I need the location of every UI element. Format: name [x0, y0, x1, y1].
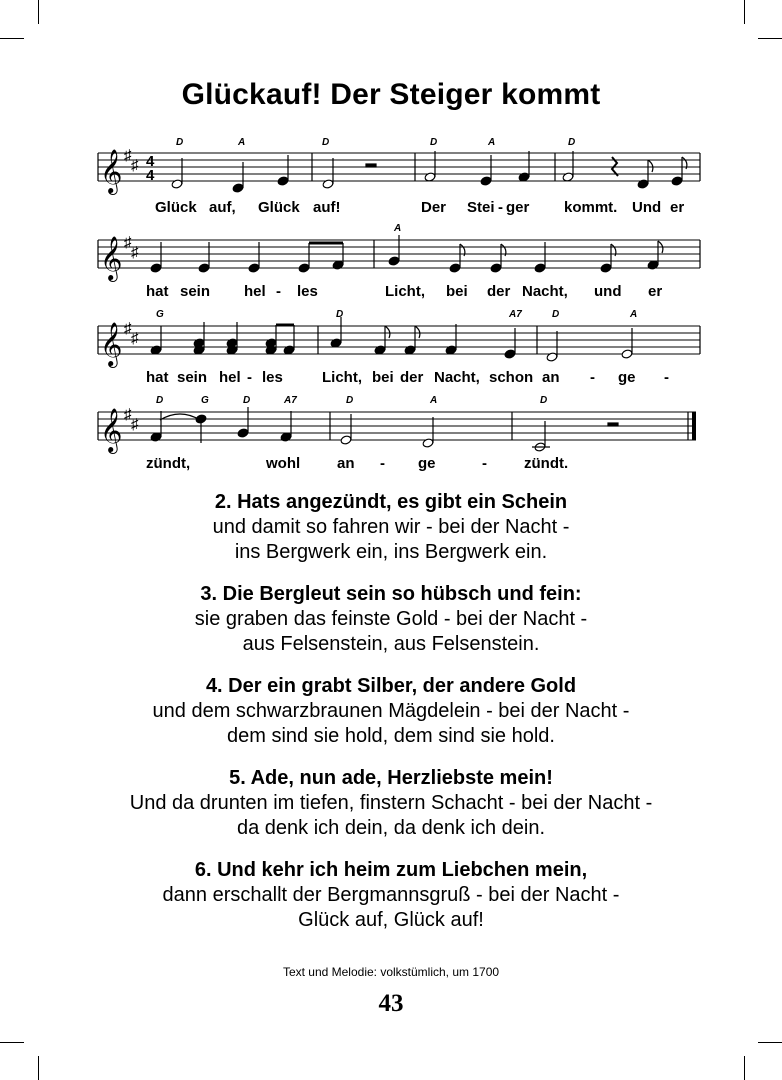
quarter-note	[534, 263, 546, 273]
chord-symbol: D	[552, 309, 560, 320]
chord-symbol: A	[394, 223, 402, 234]
crop-mark-top-left	[38, 0, 39, 24]
lyric-syllable: bei	[372, 369, 394, 386]
chord-symbol: D	[322, 137, 330, 148]
crop-mark-bottom-left-h	[0, 1042, 24, 1043]
lyric-syllable: an	[542, 369, 560, 386]
eighth-note	[600, 263, 612, 273]
chord-symbol: D	[430, 137, 438, 148]
lyric-syllable: zündt,	[146, 455, 191, 472]
quarter-note	[388, 256, 400, 266]
lyric-hyphen: -	[664, 369, 669, 386]
crop-mark-top-right	[744, 0, 745, 24]
chord-symbol: D	[156, 395, 164, 406]
lyric-syllable: und	[594, 283, 622, 300]
lyric-syllable: schon	[489, 369, 534, 386]
verse-line: Glück auf, Glück auf!	[298, 909, 484, 931]
lyric-syllable: Licht,	[385, 283, 425, 300]
lyric-syllable: Nacht,	[434, 369, 480, 386]
half-rest	[608, 423, 618, 426]
verse-line: da denk ich dein, da denk ich dein.	[237, 817, 545, 839]
chord-symbol: A	[430, 395, 438, 406]
quarter-note	[232, 183, 244, 193]
music-system-1	[0, 130, 782, 220]
verse-4	[0, 674, 782, 749]
eighth-note	[298, 263, 310, 273]
lyric-syllable: hat	[146, 283, 169, 300]
lyric-syllable: sein	[180, 283, 211, 300]
quarter-note	[150, 263, 162, 273]
music-system-4	[0, 390, 782, 475]
crop-mark-bottom-right-h	[758, 1042, 782, 1043]
lyric-syllable: Licht,	[322, 369, 362, 386]
eighth-note	[490, 263, 502, 273]
music-system-2	[0, 220, 782, 305]
key-sharp: ♯	[124, 147, 132, 164]
lyric-hyphen: -	[247, 369, 252, 386]
lyric-syllable: Der	[421, 199, 447, 216]
lyric-hyphen: -	[482, 455, 487, 472]
key-sharp: ♯	[131, 416, 139, 433]
half-note	[422, 438, 434, 448]
key-sharp: ♯	[131, 244, 139, 261]
chord-symbol: A	[238, 137, 246, 148]
time-signature-bottom: 4	[146, 167, 155, 184]
key-sharp: ♯	[131, 157, 139, 174]
chord-symbol: D	[336, 309, 344, 320]
crop-mark-bottom-left	[38, 1056, 39, 1080]
verse-line: dann erschallt der Bergmannsgruß - bei der Nacht -	[162, 884, 620, 906]
key-sharp: ♯	[124, 320, 132, 337]
half-note	[546, 352, 558, 362]
time-signature-top: 4	[146, 153, 155, 170]
lyric-syllable: hel	[244, 283, 266, 300]
lyric-syllable: wohl	[266, 455, 301, 472]
treble-clef: 𝄞	[100, 324, 123, 366]
quarter-note	[237, 428, 249, 438]
chord-symbol: G	[201, 395, 209, 406]
treble-clef: 𝄞	[100, 238, 123, 280]
lyric-hyphen: -	[590, 369, 595, 386]
half-rest	[366, 164, 376, 167]
lyric-syllable: er	[670, 199, 685, 216]
chord-symbol: G	[156, 309, 164, 320]
verse-line: 5. Ade, nun ade, Herzliebste mein!	[229, 767, 553, 789]
lyric-syllable: der	[487, 283, 511, 300]
verse-line: 6. Und kehr ich heim zum Liebchen mein,	[194, 859, 588, 881]
eighth-note	[449, 263, 461, 273]
lyric-syllable: hat	[146, 369, 169, 386]
lyric-syllable: er	[648, 283, 663, 300]
chord-symbol: D	[346, 395, 354, 406]
lyric-syllable: hel	[219, 369, 241, 386]
verse-line: dem sind sie hold, dem sind sie hold.	[227, 725, 555, 747]
treble-clef: 𝄞	[100, 410, 123, 452]
lyric-syllable: les	[297, 283, 318, 300]
verse-line: 2. Hats angezündt, es gibt ein Schein	[214, 491, 568, 513]
key-sharp: ♯	[131, 330, 139, 347]
lyric-syllable: bei	[446, 283, 468, 300]
half-note	[322, 179, 334, 189]
lyric-hyphen: -	[276, 283, 281, 300]
chord-symbol: D	[243, 395, 251, 406]
lyric-syllable: ge	[618, 369, 636, 386]
page-number: 43	[378, 990, 404, 1017]
half-note	[621, 349, 633, 359]
verse-line: aus Felsenstein, aus Felsenstein.	[242, 633, 540, 655]
verse-line: Und da drunten im tiefen, finstern Schacht - bei der Nacht -	[129, 792, 653, 814]
song-title: Glückauf! Der Steiger kommt	[181, 78, 601, 111]
chord-symbol: A	[630, 309, 638, 320]
lyric-syllable: auf!	[313, 199, 341, 216]
verse-2	[0, 490, 782, 565]
eighth-note	[637, 179, 649, 189]
lyric-syllable: kommt.	[564, 199, 618, 216]
chord-symbol: A7	[509, 309, 522, 320]
verse-6	[0, 858, 782, 933]
verse-line: ins Bergwerk ein, ins Bergwerk ein.	[234, 541, 548, 563]
verse-3	[0, 582, 782, 657]
half-note	[171, 179, 183, 189]
quarter-note	[504, 349, 516, 359]
lyric-syllable: les	[262, 369, 283, 386]
quarter-note	[198, 263, 210, 273]
lyric-hyphen: -	[380, 455, 385, 472]
verses-block	[0, 490, 782, 950]
lyric-hyphen: -	[498, 199, 503, 216]
verse-line: 3. Die Bergleut sein so hübsch und fein:	[200, 583, 582, 605]
quarter-note	[248, 263, 260, 273]
lyric-syllable: Stei	[467, 199, 495, 216]
lyric-syllable: an	[337, 455, 355, 472]
verse-line: und damit so fahren wir - bei der Nacht -	[212, 516, 570, 538]
lyric-syllable: Nacht,	[522, 283, 568, 300]
key-sharp: ♯	[124, 234, 132, 251]
chord-symbol: D	[176, 137, 184, 148]
lyric-syllable: sein	[177, 369, 208, 386]
lyric-syllable: Und	[632, 199, 662, 216]
lyric-syllable: ge	[418, 455, 436, 472]
chord-symbol: D	[568, 137, 576, 148]
crop-mark-top-right-h	[758, 38, 782, 39]
quarter-note	[480, 176, 492, 186]
chord-symbol: A	[488, 137, 496, 148]
eighth-note	[671, 176, 683, 186]
lyric-syllable: zündt.	[524, 455, 569, 472]
quarter-note	[277, 176, 289, 186]
verse-line: und dem schwarzbraunen Mägdelein - bei der Nacht -	[152, 700, 630, 722]
key-sharp: ♯	[124, 406, 132, 423]
lyric-syllable: der	[400, 369, 424, 386]
lyric-syllable: Glück	[155, 199, 197, 216]
final-barline	[692, 412, 696, 440]
verse-5	[0, 766, 782, 841]
crop-mark-top-left-h	[0, 38, 24, 39]
half-note	[340, 435, 352, 445]
chord-symbol: A7	[284, 395, 297, 406]
crop-mark-bottom-right	[744, 1056, 745, 1080]
music-system-3	[0, 303, 782, 391]
lyric-syllable: auf,	[209, 199, 236, 216]
chord-symbol: D	[540, 395, 548, 406]
verse-line: sie graben das feinste Gold - bei der Nacht -	[194, 608, 588, 630]
lyric-syllable: ger	[506, 199, 530, 216]
credit-line: Text und Melodie: volkstümlich, um 1700	[282, 965, 500, 979]
verse-line: 4. Der ein grabt Silber, der andere Gold	[205, 675, 577, 697]
treble-clef: 𝄞	[100, 151, 123, 193]
lyric-syllable: Glück	[258, 199, 300, 216]
